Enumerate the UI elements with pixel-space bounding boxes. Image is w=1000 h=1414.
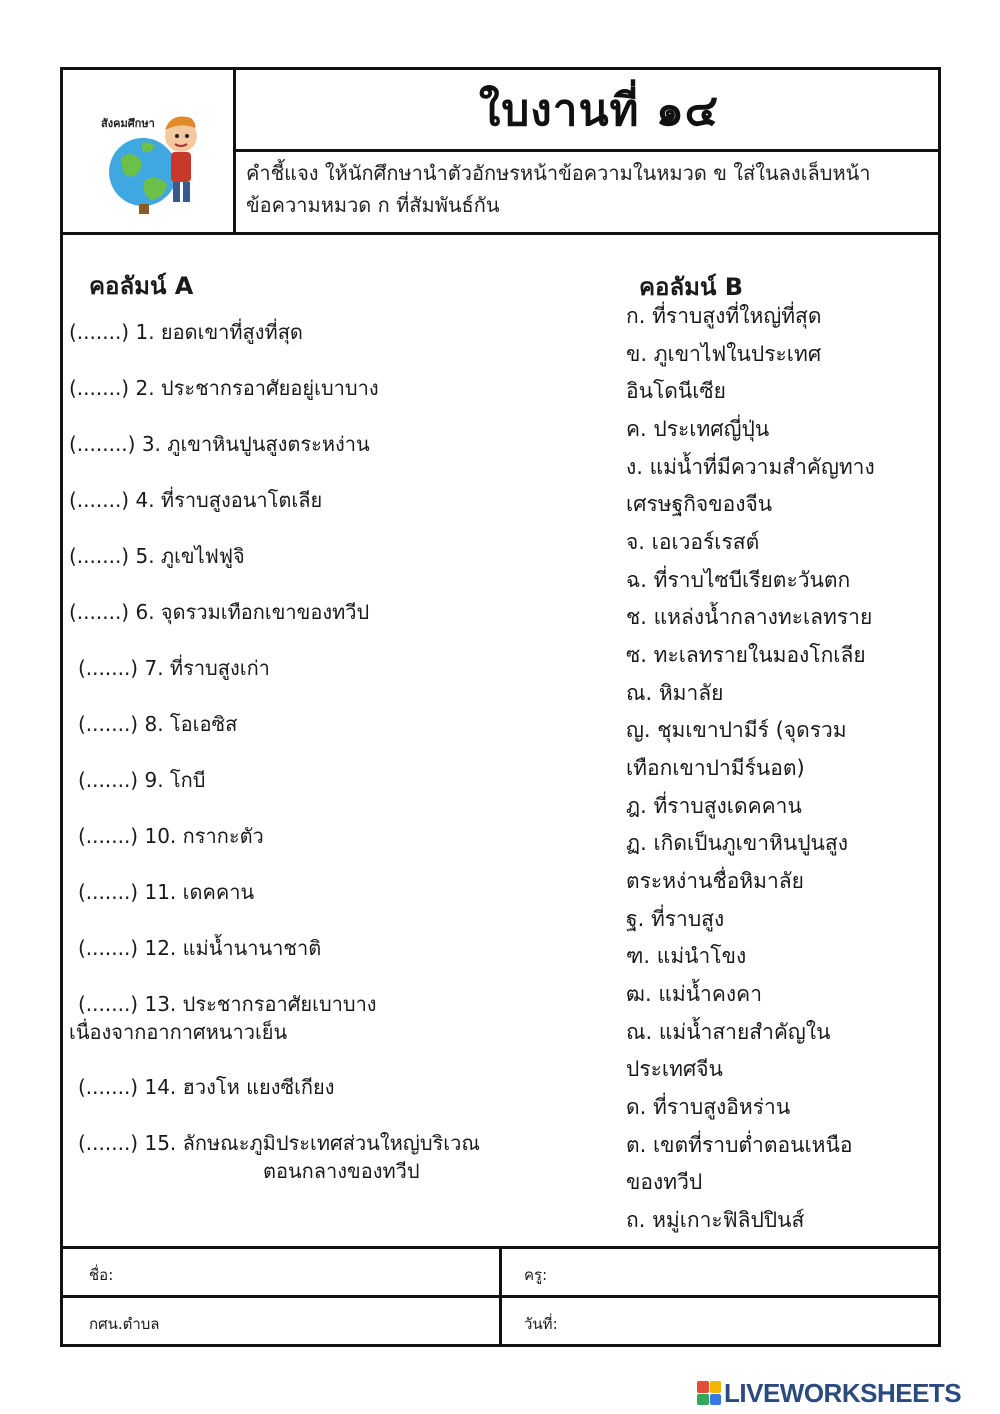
answer-item: ช. แหล่งน้ำกลางทะเลทราย	[626, 605, 873, 629]
center-label: กศน.ตำบล	[89, 1315, 160, 1333]
footer-row-2	[63, 1298, 938, 1347]
answer-item: จ. เอเวอร์เรสต์	[626, 530, 760, 554]
answer-item: ฐ. ที่ราบสูง	[626, 907, 725, 931]
question-5[interactable]: (.......) 5. ภูเขไฟฟูจิ	[69, 544, 245, 568]
title-cell	[236, 70, 938, 152]
footer-row-1	[63, 1249, 938, 1298]
question-15-continued: ตอนกลางของทวีป	[263, 1159, 420, 1183]
center-field[interactable]	[63, 1298, 502, 1347]
answer-item: ซ. ทะเลทรายในมองโกเลีย	[626, 643, 866, 667]
worksheet-header	[63, 70, 938, 235]
answer-item: ค. ประเทศญี่ปุ่น	[626, 417, 770, 441]
answer-item: ตระหง่านชื่อหิมาลัย	[626, 869, 804, 893]
question-12[interactable]: (.......) 12. แม่น้ำนานาชาติ	[78, 936, 322, 960]
logo-cell	[63, 70, 236, 232]
liveworksheets-logo-icon	[697, 1381, 721, 1405]
answer-item: ง. แม่น้ำที่มีความสำคัญทาง	[626, 455, 875, 479]
question-4[interactable]: (.......) 4. ที่ราบสูงอนาโตเลีย	[69, 488, 323, 512]
question-13[interactable]: (.......) 13. ประชากรอาศัยเบาบาง	[78, 992, 377, 1016]
answer-item: ของทวีป	[626, 1170, 703, 1194]
student-info-footer	[63, 1246, 938, 1344]
worksheet-frame	[60, 67, 941, 1347]
answer-item: เทือกเขาปามีร์นอต)	[626, 756, 805, 780]
answer-item: ด. ที่ราบสูงอิหร่าน	[626, 1095, 791, 1119]
liveworksheets-watermark[interactable]	[697, 1379, 961, 1407]
instruction-cell	[236, 152, 938, 232]
answer-item: อินโดนีเซีย	[626, 379, 726, 403]
answer-item: ญ. ชุมเขาปามีร์ (จุดรวม	[626, 718, 847, 742]
question-3[interactable]: (........) 3. ภูเขาหินปูนสูงตระหง่าน	[69, 432, 370, 456]
answer-item: ณ. หิมาลัย	[626, 681, 724, 705]
answer-item: ข. ภูเขาไฟในประเทศ	[626, 342, 822, 366]
answer-item: ฏ. เกิดเป็นภูเขาหินปูนสูง	[626, 831, 848, 855]
date-field[interactable]	[502, 1298, 938, 1347]
logo-caption: สังคมศึกษา	[101, 117, 155, 130]
column-b-heading: คอลัมน์ B	[639, 273, 744, 301]
page-title: ใบงานที่ ๑๔	[478, 84, 720, 136]
answer-item: ฑ. แม่นำโขง	[626, 944, 747, 968]
question-15[interactable]: (.......) 15. ลักษณะภูมิประเทศส่วนใหญ่บริเวณ	[78, 1131, 480, 1155]
answer-item: ถ. หมู่เกาะฟิลิปปินส์	[626, 1208, 805, 1232]
question-7[interactable]: (.......) 7. ที่ราบสูงเก่า	[78, 656, 270, 680]
instruction-line-2: ข้อความหมวด ก ที่สัมพันธ์กัน	[246, 193, 500, 217]
name-field[interactable]	[63, 1249, 502, 1295]
answer-item: ฉ. ที่ราบไซบีเรียตะวันตก	[626, 568, 851, 592]
question-10[interactable]: (.......) 10. กรากะตัว	[78, 824, 264, 848]
question-11[interactable]: (.......) 11. เดคคาน	[78, 880, 255, 904]
watermark-text: LIVEWORKSHEETS	[724, 1377, 962, 1408]
answer-item: ฎ. ที่ราบสูงเดคคาน	[626, 794, 802, 818]
answer-item: ณ. แม่น้ำสายสำคัญใน	[626, 1020, 831, 1044]
column-a-heading: คอลัมน์ A	[89, 272, 194, 300]
teacher-field[interactable]	[502, 1249, 938, 1295]
question-14[interactable]: (.......) 14. ฮวงโห แยงซีเกียง	[78, 1075, 335, 1099]
question-1[interactable]: (.......) 1. ยอดเขาที่สูงที่สุด	[69, 320, 303, 344]
answer-item: ก. ที่ราบสูงที่ใหญ่ที่สุด	[626, 304, 822, 328]
question-13-continued: เนื่องจากอากาศหนาวเย็น	[69, 1020, 288, 1044]
answer-item: ต. เขตที่ราบต่ำตอนเหนือ	[626, 1133, 853, 1157]
date-label: วันที่:	[524, 1315, 558, 1333]
question-6[interactable]: (.......) 6. จุดรวมเทือกเขาของทวีป	[69, 600, 370, 624]
question-8[interactable]: (.......) 8. โอเอซิส	[78, 712, 238, 736]
answer-item: ประเทศจีน	[626, 1057, 723, 1081]
teacher-label: ครู:	[524, 1266, 548, 1284]
answer-item: เศรษฐกิจของจีน	[626, 492, 773, 516]
question-2[interactable]: (.......) 2. ประชากรอาศัยอยู่เบาบาง	[69, 376, 379, 400]
question-9[interactable]: (.......) 9. โกบี	[78, 768, 206, 792]
answer-item: ฒ. แม่น้ำคงคา	[626, 982, 762, 1006]
name-label: ชื่อ:	[89, 1266, 114, 1284]
instruction-line-1: คำชี้แจง ให้นักศึกษานำตัวอักษรหน้าข้อความในหมวด ข ใส่ในลงเล็บหน้า	[246, 161, 871, 185]
